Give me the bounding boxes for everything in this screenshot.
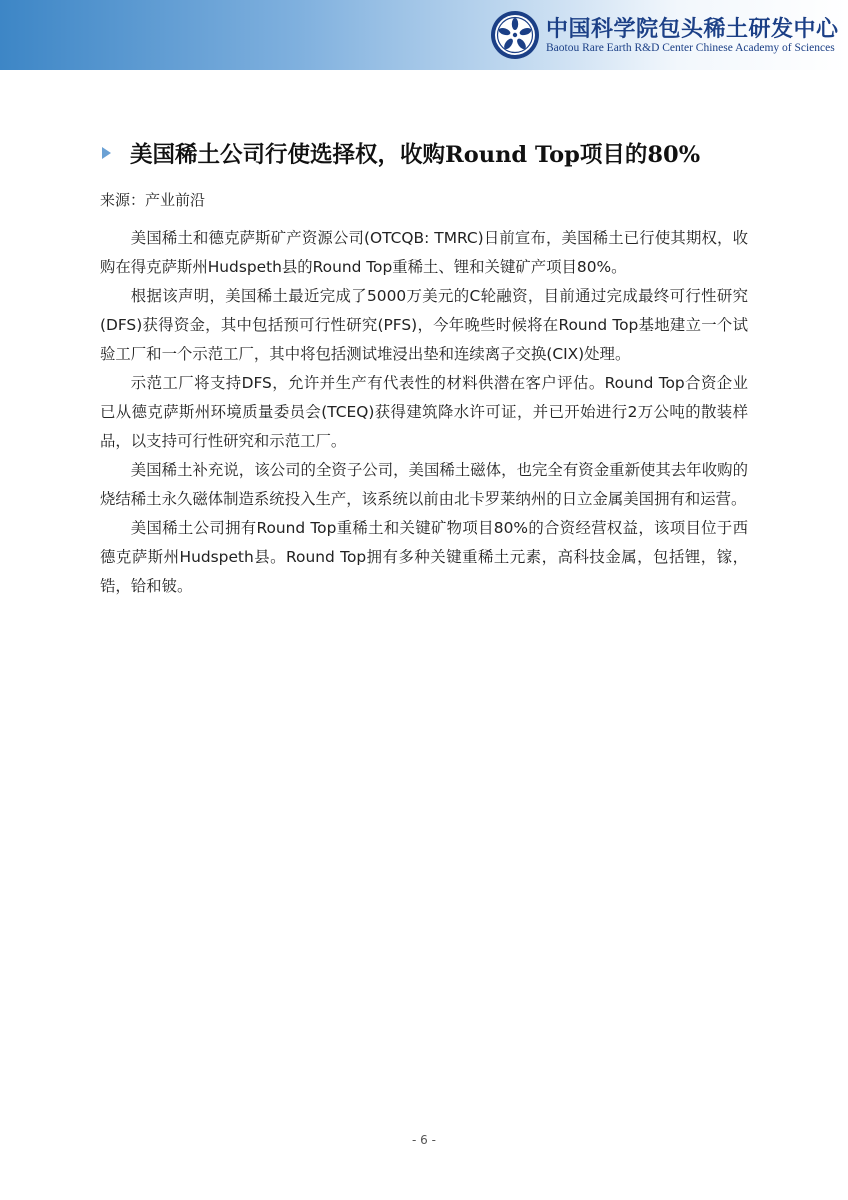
cas-emblem-icon: [490, 10, 540, 60]
article-paragraph: 美国稀土和德克萨斯矿产资源公司(OTCQB: TMRC)日前宣布，美国稀土已行使其期权，收购在得克萨斯州Hudspeth县的Round Top重稀土、锂和关键矿产项目80%。: [100, 229, 748, 276]
article-paragraph: 美国稀土公司拥有Round Top重稀土和关键矿物项目80%的合资经营权益，该项目位于西德克萨斯州Hudspeth县。Round Top拥有多种关键重稀土元素，高科技金属，包括锂，镓，锆，铪和铍。: [100, 519, 748, 595]
article-title-row: [100, 137, 760, 171]
org-name-cn: 中国科学院包头稀土研发中心: [546, 16, 839, 42]
article-title: 美国稀土公司行使选择权，收购Round Top项目的80%: [130, 142, 701, 168]
article-body: [100, 224, 748, 601]
article-paragraph: 美国稀土补充说，该公司的全资子公司，美国稀土磁体，也完全有资金重新使其去年收购的烧结稀土永久磁体制造系统投入生产，该系统以前由北卡罗莱纳州的日立金属美国拥有和运营。: [100, 461, 748, 508]
article-paragraph: 根据该声明，美国稀土最近完成了5000万美元的C轮融资，目前通过完成最终可行性研究(DFS)获得资金，其中包括预可行性研究(PFS)，今年晚些时候将在Round Top基地建立一个试验工厂和一个示范工厂，其中将包括测试堆浸出垫和连续离子交换(CIX)处理。: [100, 287, 748, 363]
org-logo: [490, 8, 844, 62]
article-source: 来源：产业前沿: [100, 191, 206, 209]
org-name-en: Baotou Rare Earth R&D Center Chinese Academy of Sciences: [546, 42, 835, 54]
page-header-banner: [0, 0, 848, 70]
article-paragraph: 示范工厂将支持DFS，允许并生产有代表性的材料供潜在客户评估。Round Top合资企业已从德克萨斯州环境质量委员会(TCEQ)获得建筑降水许可证，并已开始进行2万公吨的散装样品，以支持可行性研究和示范工厂。: [100, 374, 748, 450]
triangle-bullet-icon: [102, 147, 111, 159]
page-number: - 6 -: [412, 1133, 436, 1147]
